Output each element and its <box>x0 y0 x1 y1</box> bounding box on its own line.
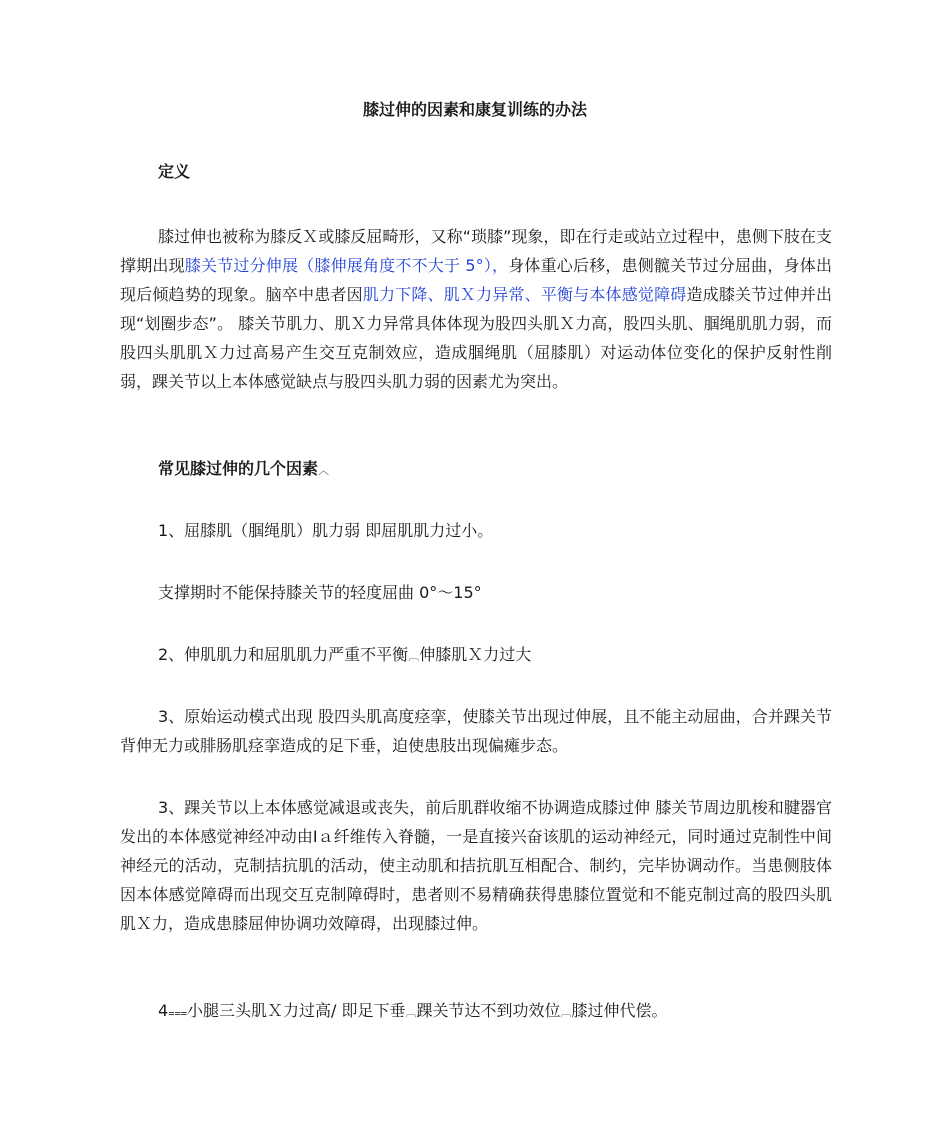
factors-heading-text: 常见膝过伸的几个因素 <box>158 459 319 478</box>
factors-heading <box>158 457 329 483</box>
factor-item-4-mark: ⩶ <box>168 1006 188 1019</box>
factor-item-2-text-a: 2、伸肌肌力和屈肌肌力严重不平衡 <box>158 645 409 664</box>
definition-highlight-2: 肌力下降、肌Ｘ力异常、平衡与本体感觉障碍 <box>362 285 687 304</box>
factor-item-4-text-d: 膝过伸代偿。 <box>571 1001 668 1020</box>
definition-heading: 定义 <box>158 162 191 181</box>
factor-item-1-note: 支撑期时不能保持膝关节的轻度屈曲 0°～15° <box>158 583 482 602</box>
factor-item-4-text-a: 4 <box>158 1001 169 1020</box>
factor-item-3a: 3、原始运动模式出现 股四头肌高度痉挛，使膝关节出现过伸展，且不能主动屈曲，合并踝关节背伸无力或腓肠肌痉挛造成的足下垂，迫使患肢出现偏瘫步态。 <box>120 707 832 755</box>
factor-item-4-mark-2: ︹ <box>405 1006 417 1019</box>
factor-item-2-mark: ︹ <box>408 650 420 663</box>
factor-item-2-text-b: 伸膝肌Ｘ力过大 <box>419 645 532 664</box>
definition-text-3: 造成膝关节过伸并出现“划圈步态”。 膝关节肌力、肌Ｘ力异常具体体现为股四头肌Ｘ力高，股四头肌、腘绳肌肌力弱，而股四头肌肌Ｘ力过高易产生交互克制效应，造成腘绳肌（屈膝肌）对运动体位变化的保护反射性削弱，踝关节以上本体感觉缺点与股四头肌力弱的因素尤为突出。 <box>120 285 832 391</box>
factor-item-2 <box>158 643 531 669</box>
definition-text-1: 膝过伸也被称为膝反Ｘ或膝反屈畸形，又称“琐膝”现象，即在行走或站立过程中，患侧下肢在支撑期出现 <box>120 227 832 275</box>
factor-item-4-text-c: 踝关节达不到功效位 <box>416 1001 561 1020</box>
document-title: 膝过伸的因素和康复训练的办法 <box>362 100 587 119</box>
factor-item-4-mark-3: ︹ <box>560 1006 572 1019</box>
definition-highlight-1: 膝关节过分伸展（膝伸展角度不不大于 5°）， <box>184 256 509 275</box>
factor-item-4 <box>158 999 668 1025</box>
factors-heading-mark: ︿ <box>318 464 330 477</box>
factor-item-4-text-b: 小腿三头肌Ｘ力过高/ 即足下垂 <box>187 1001 406 1020</box>
factor-item-1: 1、屈膝肌（腘绳肌）肌力弱 即屈肌肌力过小。 <box>158 521 494 540</box>
factor-item-3b: 3、踝关节以上本体感觉减退或丧失，前后肌群收缩不协调造成膝过伸 膝关节周边肌梭和腱器官发出的本体感觉神经冲动由Ⅰａ纤维传入脊髓，一是直接兴奋该肌的运动神经元，同时通过克制性中间神经元的活动，克制拮抗肌的活动，使主动肌和拮抗肌互相配合、制约，完毕协调动作。当患侧肢体因本体感觉障碍而出现交互克制障碍时，患者则不易精确获得患膝位置觉和不能克制过高的股四头肌肌Ｘ力，造成患膝屈伸协调功效障碍，出现膝过伸。 <box>120 798 832 933</box>
definition-text-2: 身体重心后移，患侧髋关节过分屈曲，身体出现后倾趋势的现象。脑卒中患者因 <box>120 256 832 304</box>
definition-paragraph <box>120 222 832 396</box>
